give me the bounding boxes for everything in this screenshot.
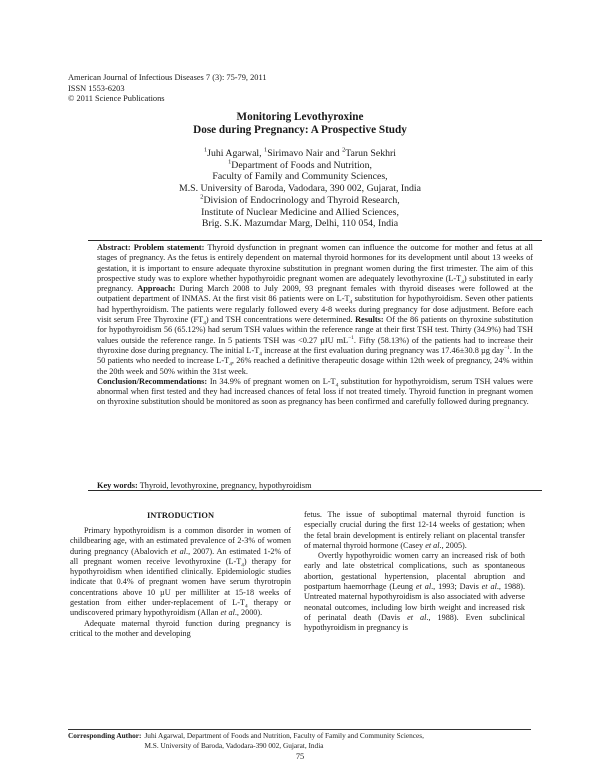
intro-paragraph-2: Adequate maternal thyroid function during pregnancy is critical to the mother and developing <box>70 618 291 638</box>
keywords: Key words: Thyroid, levothyroxine, pregnancy, hypothyroidism <box>97 481 312 490</box>
page-number: 75 <box>295 752 305 761</box>
affiliation-2: $^2$Division of Endocrinology and Thyroid Research, <box>200 193 400 206</box>
abstract: Abstract: Problem statement: Thyroid dysfunction in pregnant women can influence the outcome for mother and fetus at all stages of pregnancy. As the fetus is entirely dependent on maternal thyroid hormones for its development until about 13 weeks of gestation, it is important to ensure adequate thyroxine substitution in pregnant women during the first trimester. The aim of this prospective study was to explore whether hypothyroidic pregnant women are adequately levothyroxine $(L-T_4)$ substituted in early pregnancy. Approach: During March 2008 to July 2009, 93 pregnant females with thyroid diseases were followed at the outpatient department of INMAS. At the first visit 86 patients were on $L-T_4$ substitution for hypothyroidism. Seven other patients had hyperthyroidism. The patients were regularly followed every 4-8 weeks during pregnancy for dose adjustment. Before each visit serum Free Thyroxine $(FT_4)$ and TSH concentrations were determined. Results: Of the 86 patients on thyroxine substitution for hypothyroidism 56 (65.12%) had serum TSH values within the reference range at their first TSH test. Thirty (34.9%) had TSH values outside the reference range. In 5 patients TSH was <0.27 µIU $mL^{-1}$. Fifty (58.13%) of the patients had to increase their thyroxine dose during pregnancy. The initial $L-T_4$ increase at the first evaluation during pregnancy was 17.46±30.8 µg day$^{-1}$. In the 50 patients who needed to increase $L-T_4$, 26% reached a definitive therapeutic dosage within 12th week of pregnancy, 24% within the 20th week and 50% within the 31st week. Conclusion/Recommendations: In 34.9% of pregnant women on $L-T_4$ substitution for hypothyroidism, serum TSH values were abnormal when first tested and they had increased chances of fetal loss if not treated timely. Thyroid function in pregnant women on thyroxine substitution should be monitored as soon as pregnancy has been confirmed and carefully followed during pregnancy. <box>97 243 534 407</box>
intro-paragraph-1: Primary hypothyroidism is a common disorder in women of childbearing age, with an estimated prevalence of 2-3% of women during pregnancy (Abalovich et al., 2007). An estimated 1-2% of all pregnant women receive levothyroxine $(L-T_4)$ therapy for hypothyroidism when identified clinically. Epidemiologic studies indicate that 0.4% of pregnant women have serum thyrotropin concentrations above 10 µU per milliliter at 15-18 weeks of gestation from either under-replacement of $L-T_4$ therapy or undiscovered primary hypothyroidism (Allan et al., 2000). <box>70 526 292 618</box>
title-line-2: Dose during Pregnancy: A Prospective Study <box>193 124 407 136</box>
body-column-right <box>304 510 525 634</box>
affiliation-1: $^1$Department of Foods and Nutrition, <box>228 158 372 171</box>
corresponding-author-label: Corresponding Author: <box>68 731 142 740</box>
affiliation-1-line-2: Faculty of Family and Community Sciences, <box>212 171 388 183</box>
issn: ISSN 1553-6203 <box>68 83 125 93</box>
journal-header <box>68 73 267 105</box>
intro-paragraph-3: Overtly hypothyroidic women carry an increased risk of both early and late obstetrical complications, such as spontaneous abortion, gestational hypertension, placental abruption and postpartum haemorrhage (Leung et al., 1993; Davis et al., 1988). Untreated maternal hypothyroidism is also associated with adverse neonatal outcomes, including low birth weight and increased risk of perinatal death (Davis et al., 1988). Even subclinical hypothyroidism in pregnancy is <box>304 551 526 633</box>
footnote-divider <box>68 729 531 730</box>
corresponding-author-line-2: M.S. University of Baroda, Vadodara-390 002, Gujarat, India <box>144 740 324 750</box>
author-names: $^1$Juhi Agarwal, $^1$Sirimavo Nair and $^2$Tarun Sekhri <box>203 146 396 159</box>
corresponding-author-line-1: Juhi Agarwal, Department of Foods and Nutrition, Faculty of Family and Community Sciences, <box>144 731 424 740</box>
affiliation-2-line-2: Institute of Nuclear Medicine and Allied Sciences, <box>201 206 399 218</box>
journal-citation: American Journal of Infectious Diseases 7 (3): 75-79, 2011 <box>68 73 267 82</box>
affiliation-1-line-3: M.S. University of Baroda, Vadodara, 390 002, Gujarat, India <box>179 183 421 195</box>
section-heading-introduction: INTRODUCTION <box>146 511 214 520</box>
copyright: © 2011 Science Publications <box>68 94 165 104</box>
corresponding-author <box>68 731 538 750</box>
body-column-left <box>70 510 291 639</box>
paper-title <box>0 111 600 137</box>
authors-block <box>0 148 600 230</box>
intro-paragraph-2-cont: fetus. The issue of suboptimal maternal thyroid function is especially crucial during the first 12-14 weeks of gestation; when the fetal brain development is entirely reliant on placental transfer of maternal thyroid hormone (Casey et al., 2005). <box>304 510 525 550</box>
title-line-1: Monitoring Levothyroxine <box>236 111 364 123</box>
affiliation-2-line-3: Brig. S.K. Mazumdar Marg, Delhi, 110 054, India <box>201 218 399 230</box>
